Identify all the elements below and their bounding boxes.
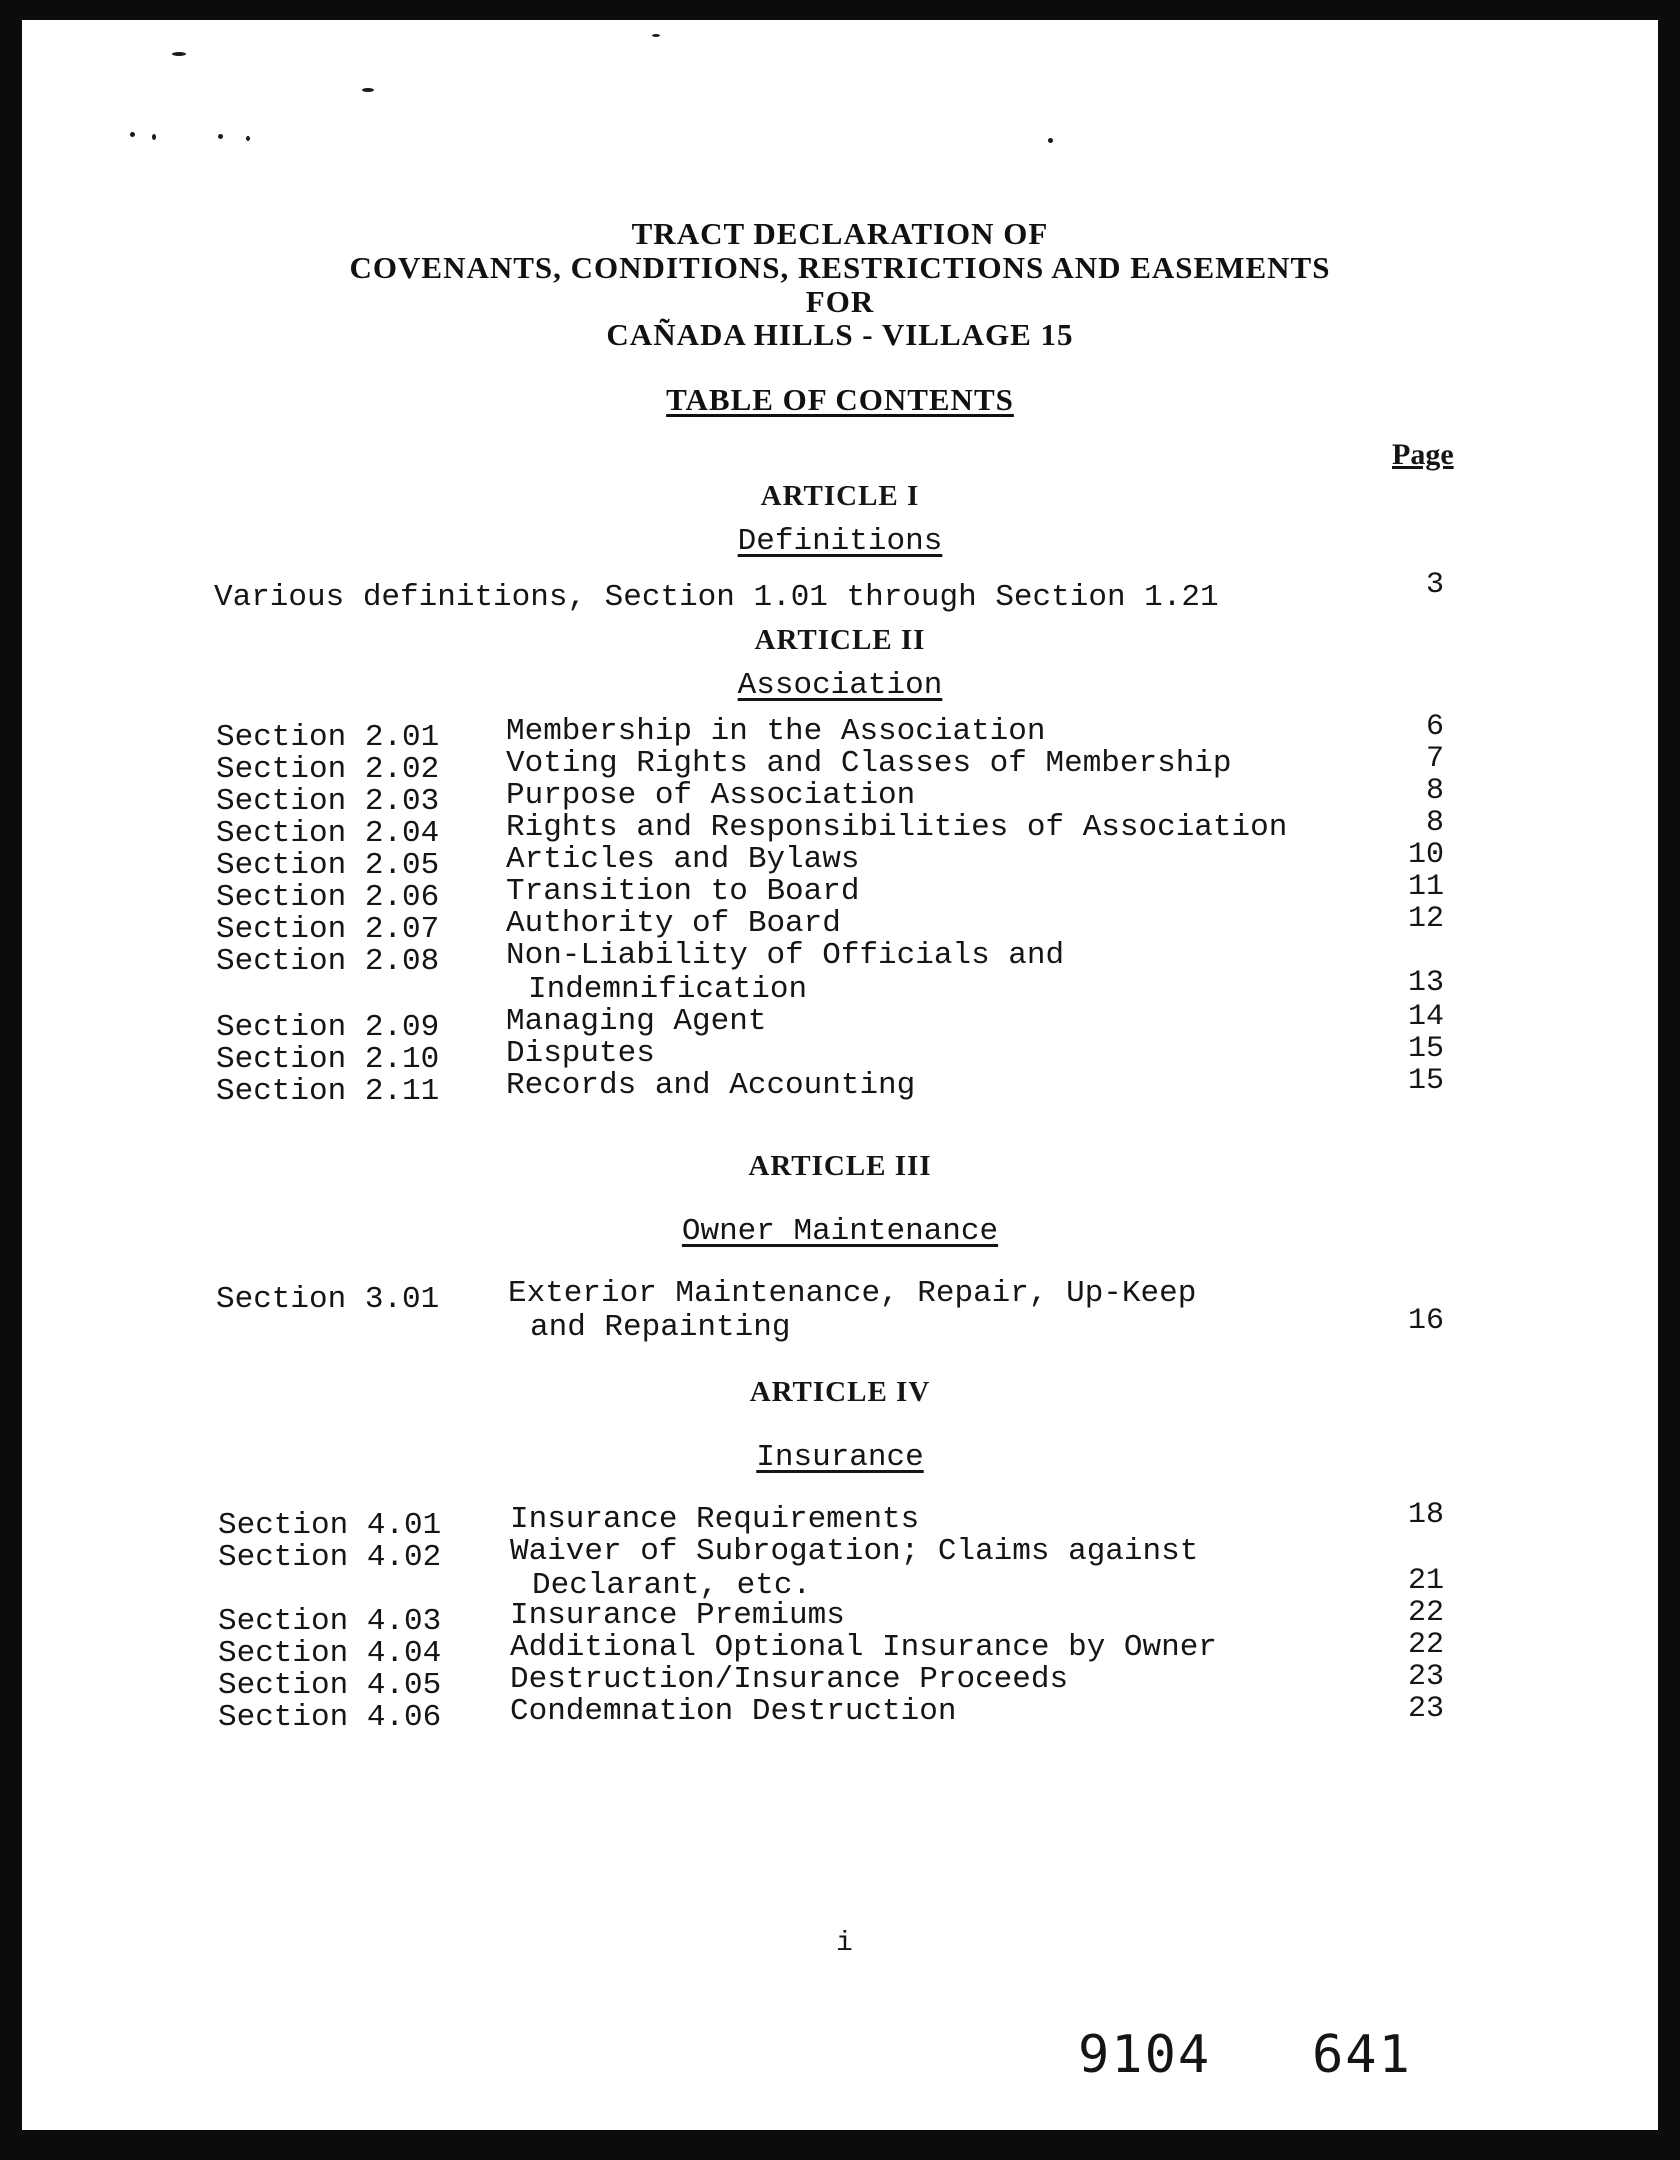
toc-page: 18	[1407, 1498, 1444, 1532]
toc-title: Transition to Board	[506, 874, 860, 909]
document-title-line-2: COVENANTS, CONDITIONS, RESTRICTIONS AND EASEMENTS	[349, 250, 1331, 285]
article-3-subtitle: Owner Maintenance	[681, 1214, 999, 1249]
toc-section: Section 4.01	[218, 1508, 442, 1543]
toc-title: Insurance Premiums	[510, 1598, 845, 1633]
toc-page: 14	[1407, 1000, 1444, 1034]
toc-section: Section 4.02	[218, 1540, 442, 1575]
scan-speck	[1048, 138, 1053, 143]
document-title-line-1: TRACT DECLARATION OF	[631, 216, 1049, 251]
toc-section: Section 4.06	[218, 1700, 442, 1735]
toc-section: Section 2.06	[216, 880, 440, 915]
toc-section: Section 2.02	[216, 752, 440, 787]
toc-title: Additional Optional Insurance by Owner	[510, 1630, 1217, 1665]
document-title-line-4: CAÑADA HILLS - VILLAGE 15	[606, 317, 1074, 352]
toc-page: 16	[1407, 1304, 1444, 1338]
toc-title: Exterior Maintenance, Repair, Up-Keep	[508, 1276, 1197, 1311]
article-2-subtitle: Association	[737, 668, 943, 703]
scan-speck	[246, 136, 250, 141]
toc-title: TABLE OF CONTENTS	[666, 382, 1014, 417]
toc-section: Section 2.03	[216, 784, 440, 819]
toc-section: Section 2.01	[216, 720, 440, 755]
toc-entry-page: 3	[1425, 568, 1444, 602]
toc-title: Articles and Bylaws	[506, 842, 860, 877]
toc-page: 10	[1407, 838, 1444, 872]
scan-speck	[130, 132, 135, 137]
toc-page: 22	[1407, 1628, 1444, 1662]
scan-speck	[172, 52, 186, 56]
toc-page: 13	[1407, 966, 1444, 1000]
toc-title: Managing Agent	[506, 1004, 767, 1039]
scan-speck	[652, 34, 660, 37]
toc-title: Destruction/Insurance Proceeds	[510, 1662, 1069, 1697]
toc-page: 12	[1407, 902, 1444, 936]
scan-speck	[152, 134, 156, 140]
article-3-heading: ARTICLE III	[748, 1150, 932, 1182]
toc-section: Section 4.04	[218, 1636, 442, 1671]
article-4-heading: ARTICLE IV	[749, 1376, 931, 1408]
article-1-subtitle: Definitions	[737, 524, 943, 559]
toc-section: Section 3.01	[216, 1282, 440, 1317]
toc-page: 22	[1407, 1596, 1444, 1630]
toc-section: Section 4.03	[218, 1604, 442, 1639]
toc-title: Non-Liability of Officials and	[506, 938, 1065, 973]
toc-title: Records and Accounting	[506, 1068, 916, 1103]
toc-section: Section 2.10	[216, 1042, 440, 1077]
toc-title: Condemnation Destruction	[510, 1694, 957, 1729]
document-title-line-3: FOR	[805, 284, 875, 319]
toc-title: Rights and Responsibilities of Association	[506, 810, 1288, 845]
toc-section: Section 2.09	[216, 1010, 440, 1045]
toc-section: Section 2.08	[216, 944, 440, 979]
page-column-label: Page	[1392, 438, 1454, 471]
toc-page: 8	[1425, 774, 1444, 808]
document-stamp-number-right: 641	[1312, 2025, 1412, 2085]
toc-page: 21	[1407, 1564, 1444, 1598]
toc-title: Voting Rights and Classes of Membership	[506, 746, 1232, 781]
scan-speck	[218, 134, 223, 139]
toc-page: 7	[1425, 742, 1444, 776]
toc-title: Authority of Board	[506, 906, 841, 941]
scan-speck	[362, 88, 374, 92]
document-page	[22, 20, 1658, 2130]
toc-title: Membership in the Association	[506, 714, 1046, 749]
toc-page: 23	[1407, 1692, 1444, 1726]
toc-title-continued: and Repainting	[530, 1310, 791, 1345]
toc-section: Section 2.05	[216, 848, 440, 883]
toc-page: 15	[1407, 1064, 1444, 1098]
toc-page: 23	[1407, 1660, 1444, 1694]
toc-title: Waiver of Subrogation; Claims against	[510, 1534, 1199, 1569]
toc-page: 15	[1407, 1032, 1444, 1066]
page-number: i	[836, 1928, 853, 1959]
toc-title-continued: Declarant, etc.	[532, 1568, 812, 1603]
toc-section: Section 2.07	[216, 912, 440, 947]
article-4-subtitle: Insurance	[756, 1440, 924, 1475]
article-1-heading: ARTICLE I	[760, 480, 920, 512]
toc-title: Insurance Requirements	[510, 1502, 920, 1537]
toc-title-continued: Indemnification	[528, 972, 808, 1007]
toc-title: Disputes	[506, 1036, 655, 1071]
toc-entry-text: Various definitions, Section 1.01 through Section 1.21	[214, 580, 1219, 615]
toc-page: 8	[1425, 806, 1444, 840]
toc-section: Section 4.05	[218, 1668, 442, 1703]
toc-section: Section 2.11	[216, 1074, 440, 1109]
toc-section: Section 2.04	[216, 816, 440, 851]
toc-page: 6	[1425, 710, 1444, 744]
toc-title: Purpose of Association	[506, 778, 916, 813]
document-stamp-number-left: 9104	[1078, 2025, 1212, 2085]
toc-page: 11	[1407, 870, 1444, 904]
article-2-heading: ARTICLE II	[754, 624, 926, 656]
